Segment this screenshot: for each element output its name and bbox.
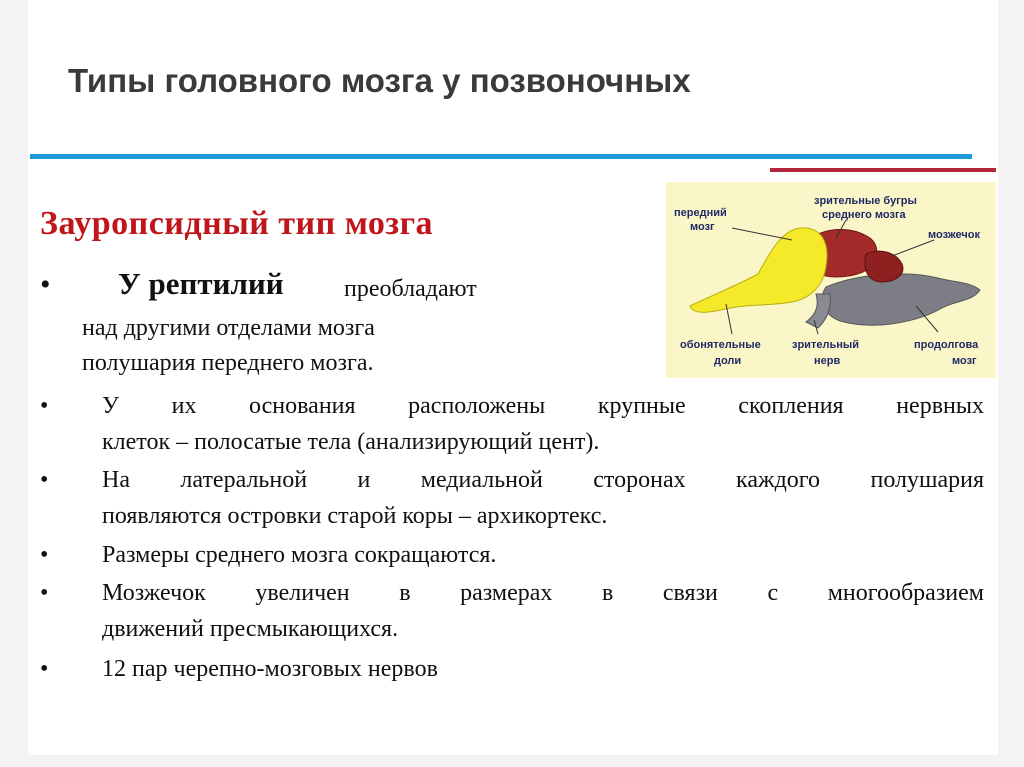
bullet-3-text xyxy=(102,462,984,534)
label-optic-nerve-1: зрительный xyxy=(792,339,860,351)
bottom-frame-border xyxy=(0,755,1024,767)
left-frame-border xyxy=(0,0,28,767)
forebrain-shape xyxy=(690,228,827,312)
bullet-3-line-2: появляются островки старой коры – архикортекс. xyxy=(102,503,608,529)
bullet-2-text xyxy=(102,388,984,460)
bullet-symbol: • xyxy=(40,580,49,606)
bullet-6-line-1: 12 пар черепно-мозговых нервов xyxy=(102,656,438,682)
bullet-symbol: • xyxy=(40,268,51,301)
bullet-3-line-1: На латеральной и медиальной сторонах каждого полушария xyxy=(102,467,984,493)
label-medulla-2: мозг xyxy=(952,355,977,367)
label-medulla-1: продолгова xyxy=(914,339,979,351)
section-subtitle: Зауропсидный тип мозга xyxy=(40,205,434,242)
bullet-1-heading: У рептилий xyxy=(118,266,284,301)
bullet-1-line-3: полушария переднего мозга. xyxy=(82,350,374,376)
bullet-2-line-1: У их основания расположены крупные скопления нервных xyxy=(102,393,984,419)
label-olfactory-2: доли xyxy=(714,355,742,367)
bullet-1-text: преобладают xyxy=(344,276,477,302)
bullet-symbol: • xyxy=(40,467,49,493)
reptile-brain-diagram xyxy=(666,182,996,378)
label-forebrain-2: мозг xyxy=(690,221,715,233)
bullet-symbol: • xyxy=(40,656,49,682)
brain-illustration xyxy=(666,182,996,378)
bullet-6-text xyxy=(102,651,984,687)
bullet-5-line-1: Мозжечок увеличен в размерах в связи с многообразием xyxy=(102,580,984,606)
label-optic-lobes-2: среднего мозга xyxy=(822,209,906,221)
bullet-symbol: • xyxy=(40,393,49,419)
label-olfactory-1: обонятельные xyxy=(680,339,761,351)
label-optic-lobes-1: зрительные бугры xyxy=(814,195,917,207)
title-divider-red xyxy=(770,168,996,172)
label-optic-nerve-2: нерв xyxy=(814,355,841,367)
bullet-4-line-1: Размеры среднего мозга сокращаются. xyxy=(102,542,497,568)
bullet-symbol: • xyxy=(40,542,49,568)
label-cerebellum: мозжечок xyxy=(928,229,980,241)
slide-title: Типы головного мозга у позвоночных xyxy=(68,62,691,99)
title-divider-blue xyxy=(30,154,972,159)
medulla-shape xyxy=(822,274,980,325)
optic-nerve-shape xyxy=(806,294,830,328)
bullet-5-text xyxy=(102,575,984,647)
bullet-4-text xyxy=(102,537,984,573)
cerebellum-shape xyxy=(865,251,903,282)
bullet-5-line-2: движений пресмыкающихся. xyxy=(102,616,399,642)
bullet-1-line-2: над другими отделами мозга xyxy=(82,315,375,341)
right-frame-border xyxy=(998,0,1024,767)
label-forebrain-1: передний xyxy=(674,207,727,219)
bullet-2-line-2: клеток – полосатые тела (анализирующий цент). xyxy=(102,429,600,455)
